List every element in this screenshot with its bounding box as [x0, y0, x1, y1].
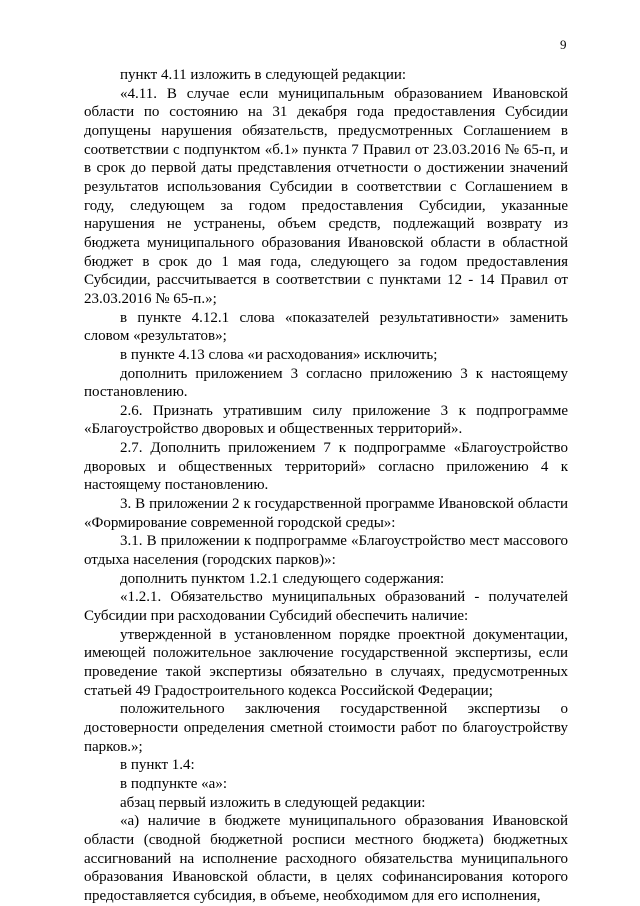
paragraph: утвержденной в установленном порядке проектной документации, имеющей положительное заключение государственной экспертизы, если проведение такой экспертизы обязательно в случаях, предусмотренных статьей 49 Градостроительного кодекса Российской Федерации;: [84, 626, 568, 699]
paragraph: пункт 4.11 изложить в следующей редакции:: [120, 67, 407, 83]
paragraph: 2.6. Признать утратившим силу приложение 3 к подпрограмме «Благоустройство дворовых и общественных территорий».: [84, 402, 568, 438]
paragraph: «4.11. В случае если муниципальным образованием Ивановской области по состоянию на 31 декабря года предоставления Субсидии допущены нарушения обязательств, предусмотренных Соглашением в соответствии с подпунктом «б.1» пункта 7 Правил от 23.03.2016 № 65-п, и в срок до первой даты представления отчетности о достижении значений результатов использования Субсидии в соответствии с Соглашением в году, следующем за годом предоставления Субсидии, указанные нарушения не устранены, объем средств, подлежащий возврату из бюджета муниципального образования Ивановской области в областной бюджет в срок до 1 мая года, следующего за годом предоставления Субсидии, рассчитывается в соответствии с пунктами 12 - 14 Правил от 23.03.2016 № 65-п.»;: [84, 85, 568, 307]
page-number: 9: [560, 37, 567, 52]
paragraph: 3.1. В приложении к подпрограмме «Благоустройство мест массового отдыха населения (городских парков)»:: [84, 533, 568, 569]
paragraph: в пункт 1.4:: [120, 757, 195, 774]
paragraph: абзац первый изложить в следующей редакции:: [120, 794, 426, 811]
paragraph: «1.2.1. Обязательство муниципальных образований - получателей Субсидии при расходовании Субсидий обеспечить наличие:: [84, 589, 568, 625]
paragraph: дополнить приложением 3 согласно приложению 3 к настоящему постановлению.: [84, 365, 568, 401]
paragraph: в подпункте «а»:: [120, 775, 227, 792]
paragraph: в пункте 4.13 слова «и расходования» исключить;: [120, 346, 438, 363]
paragraph: в пункте 4.12.1 слова «показателей результативности» заменить словом «результатов»;: [84, 309, 568, 345]
paragraph: 3. В приложении 2 к государственной программе Ивановской области «Формирование современной городской среды»:: [84, 496, 568, 531]
paragraph: 2.7. Дополнить приложением 7 к подпрограмме «Благоустройство дворовых и общественных территорий» согласно приложению 4 к настоящему постановлению.: [84, 440, 568, 494]
paragraph: «а) наличие в бюджете муниципального образования Ивановской области (сводной бюджетной росписи местного бюджета) бюджетных ассигнований на исполнение расходного обязательства муниципального образования Ивановской области, в целях софинансирования которого предоставляется субсидия, в объеме, необходимом для его исполнения,: [84, 813, 568, 904]
paragraph: положительного заключения государственной экспертизы о достоверности определения сметной стоимости работ по благоустройству парков.»;: [84, 701, 568, 755]
document-body: [84, 66, 568, 906]
paragraph: дополнить пунктом 1.2.1 следующего содержания:: [120, 570, 445, 587]
